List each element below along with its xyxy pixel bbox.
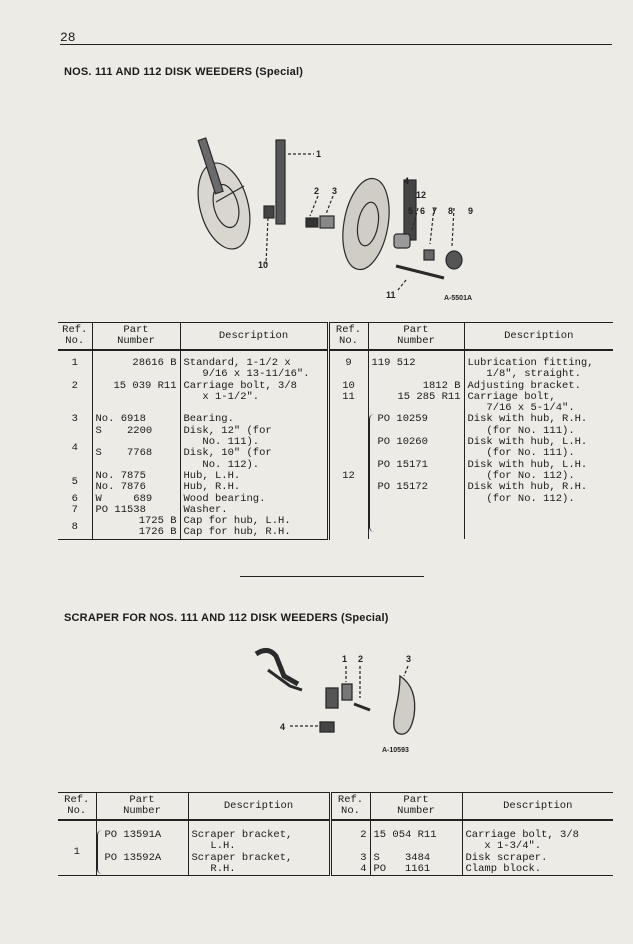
section-2-title: SCRAPER FOR NOS. 111 AND 112 DISK WEEDERS (Special) [64, 612, 389, 624]
part-number: 15 039 R11 [92, 381, 180, 415]
col-header-ref-no-2: Ref. No. [330, 793, 370, 821]
description: Disk, 12" (for No. 111). Disk, 10" (for No. 112). [180, 426, 328, 471]
ref-no: 2 3 4 [330, 830, 370, 876]
description-group: Disk with hub, R.H. (for No. 111). Disk with hub, L.H. (for No. 111). Disk with hub, L.H. (for No. 112). Disk with hub, R.H. (for No. 112). [467, 413, 588, 505]
parts-table-disk-weeders [58, 322, 613, 540]
part-number: No. 6918 [92, 414, 180, 425]
ref-no: 12 [328, 414, 368, 539]
callout-3: 3 [332, 186, 338, 196]
col-header-description-2: Description [464, 323, 613, 351]
ref-no: 1 [58, 830, 96, 876]
parts-table-scraper [58, 792, 613, 876]
drawing-number: A-5501A [444, 295, 473, 302]
callout-4: 4 [404, 176, 410, 186]
top-rule [60, 44, 612, 45]
ref-no: 2 [58, 381, 92, 415]
callout-10: 10 [258, 260, 269, 270]
callout-1: 1 [342, 654, 348, 664]
callout-8: 8 [448, 206, 454, 216]
callout-7: 7 [432, 206, 438, 216]
disk-right [336, 175, 395, 273]
part-number: 15 054 R11 S 3484 PO 1161 [370, 830, 462, 876]
table-row [58, 358, 613, 381]
ref-no: 5 [58, 471, 92, 494]
brace [97, 830, 102, 874]
ref-no: 4 [58, 426, 92, 471]
callout-6: 6 [420, 206, 426, 216]
section-1-title: NOS. 111 AND 112 DISK WEEDERS (Special) [64, 66, 304, 78]
part-number: S 2200 S 7768 [92, 426, 180, 471]
standard-bar [276, 140, 285, 224]
callout-2: 2 [314, 186, 320, 196]
description: Standard, 1-1/2 x 9/16 x 13-11/16". [180, 358, 328, 381]
description: Adjusting bracket. Carriage bolt, 7/16 x 5-1/4". [467, 379, 581, 415]
table-row [58, 381, 613, 415]
disk-scraper [394, 676, 415, 734]
col-header-description: Description [180, 323, 328, 351]
description: Cap for hub, L.H. Cap for hub, R.H. [180, 516, 328, 539]
ref-no: 3 [58, 414, 92, 425]
col-header-ref-no: Ref. No. [58, 793, 96, 821]
col-header-part-number: Part Number [92, 323, 180, 351]
callout-11: 11 [386, 290, 396, 300]
section-divider [240, 576, 424, 577]
description: Wood bearing. Washer. [180, 494, 328, 517]
ref-no: 1 [58, 358, 92, 381]
callout-3: 3 [406, 654, 412, 664]
col-header-ref-no-2: Ref. No. [328, 323, 368, 351]
description: Hub, L.H. Hub, R.H. [180, 471, 328, 494]
description: Lubrication fitting, 1/8", straight. [467, 357, 594, 381]
description: Carriage bolt, 3/8 x 1-3/4". Disk scraper. Clamp block. [462, 830, 613, 876]
col-header-ref-no: Ref. No. [58, 323, 92, 351]
part-number: 1725 B 1726 B [92, 516, 180, 539]
part-number: No. 7875 No. 7876 [92, 471, 180, 494]
table-row [58, 830, 613, 876]
scraper-bracket-lh [256, 650, 298, 684]
col-header-part-number: Part Number [96, 793, 188, 821]
callout-1: 1 [316, 149, 322, 159]
ref-no: 8 [58, 516, 92, 539]
col-header-description: Description [188, 793, 330, 821]
description: Carriage bolt, 3/8 x 1-1/2". [180, 381, 328, 415]
page-number: 28 [60, 30, 76, 45]
part-number: 1812 B 15 285 R11 [368, 381, 464, 415]
brace [369, 414, 374, 532]
callout-9: 9 [468, 206, 474, 216]
callout-5: 5 [408, 206, 414, 216]
col-header-part-number-2: Part Number [368, 323, 464, 351]
callout-2: 2 [358, 654, 364, 664]
part-number: 28616 B [92, 358, 180, 381]
part-number: PO 13591A PO 13592A [96, 830, 188, 876]
part-number: W 689 PO 11538 [92, 494, 180, 517]
description: Scraper bracket, L.H. Scraper bracket, R.H. [188, 830, 330, 876]
col-header-description-2: Description [462, 793, 613, 821]
callout-4: 4 [280, 722, 286, 732]
col-header-part-number-2: Part Number [370, 793, 462, 821]
part-number-group: PO 10259 PO 10260 PO 15171 PO 15172 [368, 414, 464, 539]
scraper-exploded-drawing [250, 646, 440, 756]
ref-no: 10 11 [328, 381, 368, 415]
disk-weeder-exploded-drawing [186, 134, 496, 309]
ref-no: 9 [328, 358, 368, 381]
description: Bearing. [180, 414, 328, 425]
callout-12: 12 [416, 190, 427, 200]
ref-no: 6 7 [58, 494, 92, 517]
drawing-number: A-10593 [382, 747, 409, 754]
disk-left [189, 157, 258, 254]
part-number: 119 512 [368, 358, 464, 381]
